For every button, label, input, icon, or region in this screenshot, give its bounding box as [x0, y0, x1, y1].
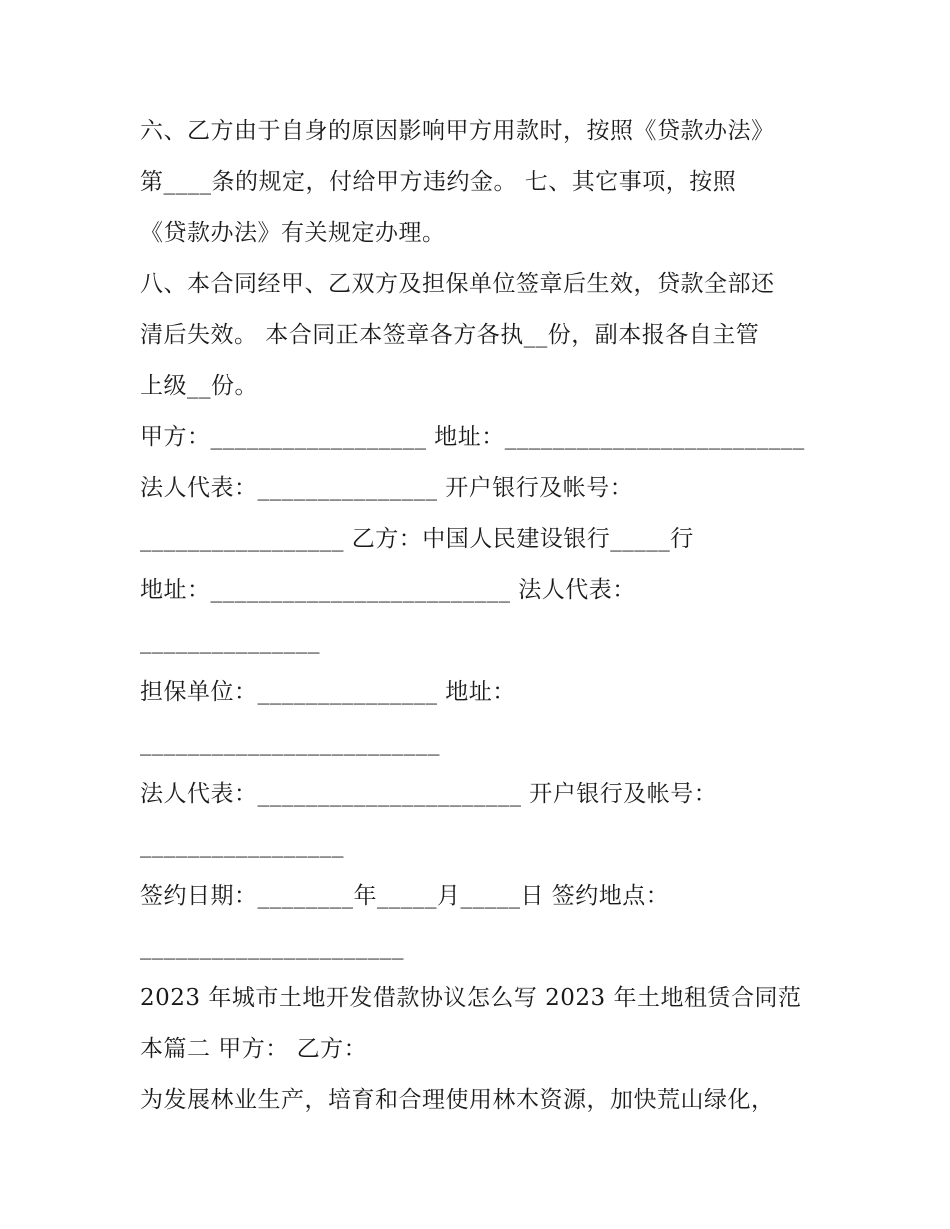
section-title-line: 2023 年城市土地开发借款协议怎么写 2023 年土地租赁合同范	[140, 985, 802, 1011]
legal-rep-line: 法人代表：_______________ 开户银行及帐号：	[140, 475, 634, 501]
text-line: 六、乙方由于自身的原因影响甲方用款时，按照《贷款办法》	[140, 118, 775, 144]
legal-rep-line: 法人代表：______________________ 开户银行及帐号：	[140, 781, 718, 807]
address-line: 地址：_________________________ 法人代表：	[140, 577, 636, 603]
text-line: 《贷款办法》有关规定办理。	[140, 220, 446, 246]
text-line: 第____条的规定，付给甲方违约金。 七、其它事项，按照	[140, 169, 737, 195]
text-line: 清后失效。 本合同正本签章各方各执__份，副本报各自主管	[140, 322, 760, 348]
guarantor-line: 担保单位：_______________ 地址：	[140, 679, 516, 705]
section-parties-line: 本篇二 甲方： 乙方：	[140, 1036, 368, 1062]
text-line: 上级__份。	[140, 373, 258, 399]
blank-line: _________________	[140, 832, 344, 858]
sign-date-line: 签约日期：________年_____月_____日 签约地点：	[140, 883, 670, 909]
blank-line: _______________	[140, 628, 320, 654]
party-b-line: _________________ 乙方：中国人民建设银行_____行	[140, 526, 694, 552]
text-line: 八、本合同经甲、乙双方及担保单位签章后生效，贷款全部还	[140, 271, 775, 297]
document-body	[140, 106, 820, 1126]
blank-line: _________________________	[140, 730, 440, 756]
party-a-line: 甲方：__________________ 地址：_________________________	[140, 424, 805, 450]
blank-line: ______________________	[140, 934, 404, 960]
text-line: 为发展林业生产，培育和合理使用林木资源，加快荒山绿化，	[140, 1087, 775, 1113]
